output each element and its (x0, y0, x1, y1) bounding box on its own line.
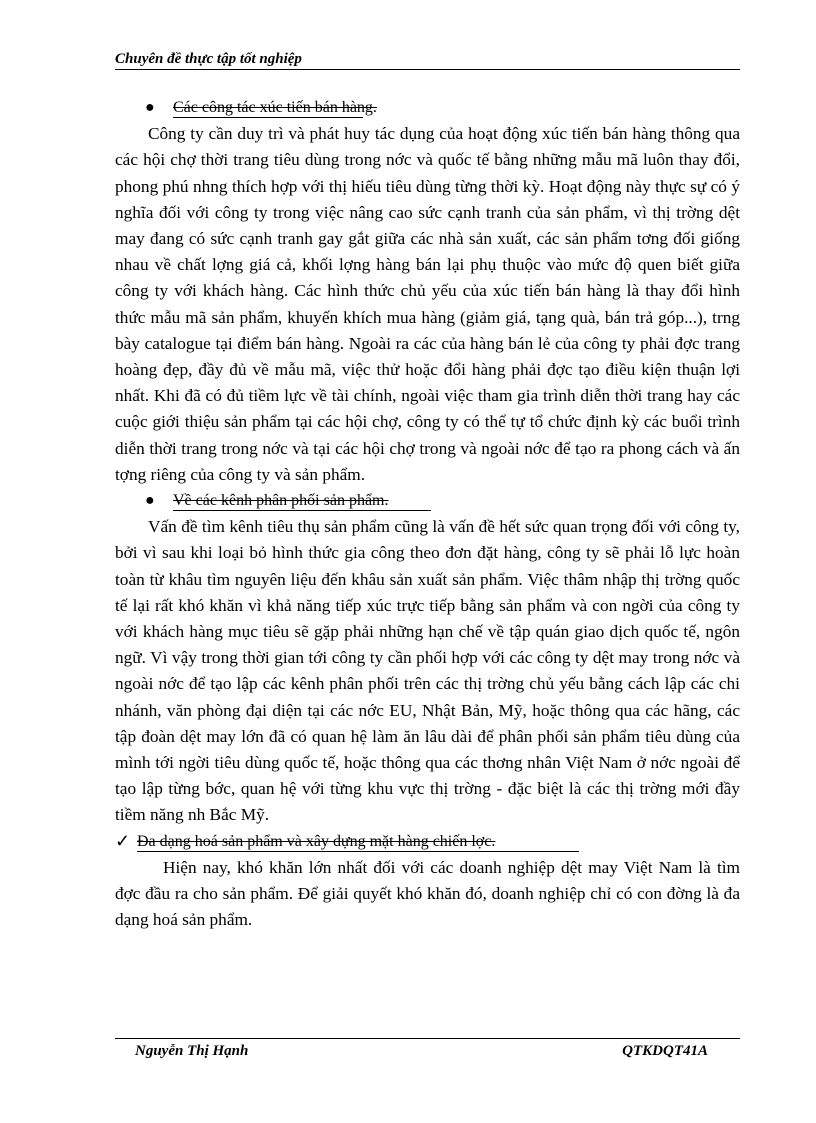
section-heading-diversification (115, 829, 740, 855)
bullet-icon: ● (145, 99, 155, 116)
paragraph: Hiện nay, khó khăn lớn nhất đối với các doanh nghiệp dệt may Việt Nam là tìm đợc đầu ra cho sản phẩm. Để giải quyết khó khăn đó, doanh nghiệp chỉ có con đờng là đa dạng hoá sản phẩm. (115, 857, 740, 930)
section-heading-text: Về các kênh phân phối sản phẩm. (173, 492, 389, 510)
page-content (115, 95, 740, 933)
header-title: Chuyên đề thực tập tốt nghiệp (115, 51, 302, 67)
section-heading-text: Đa dạng hoá sản phẩm và xây dựng mặt hàng chiến lợc. (137, 832, 496, 850)
section-heading-promotion (115, 95, 740, 121)
footer-class-code: QTKDQT41A (622, 1043, 708, 1059)
paragraph: Vấn đề tìm kênh tiêu thụ sản phẩm cũng là vấn đề hết sức quan trọng đối với công ty, bởi vì sau khi loại bỏ hình thức gia công theo đơn đặt hàng, công ty sẽ phải lỗ lực hoàn toàn từ khâu tìm nguyên liệu đến khâu sản xuất sản phẩm. Việc thâm nhập thị trờng quốc tế lại rất khó khăn vì khả năng tiếp xúc trực tiếp bằng sản phẩm và con ngời của công ty với khách hàng mục tiêu sẽ gặp phải những hạn chế về tập quán giao dịch quốc tế, ngôn ngữ. Vì vậy trong thời gian tới công ty cần phối hợp với các công ty dệt may trong nớc và ngoài nớc để tạo lập các kênh phân phối trên các thị trờng chủ yếu bằng cách lập các chi nhánh, văn phòng đại diện tại các nớc EU, Nhật Bản, Mỹ, hoặc thông qua các hãng, các tập đoàn dệt may lớn đã có quan hệ làm ăn lâu dài để phân phối sản phẩm tiêu dùng của mình tới ngời tiêu dùng quốc tế, hoặc thông qua các thơng nhân Việt Nam ở nớc ngoài để tạo lập từng bớc, quan hệ với từng khu vực thị trờng - đặc biệt là các thị trờng mới đầy tiềm năng nh Bắc Mỹ. (115, 517, 740, 825)
heading-rule (173, 117, 363, 118)
section-heading-distribution (115, 488, 740, 514)
footer-author: Nguyễn Thị Hạnh (135, 1043, 249, 1059)
heading-rule (173, 510, 431, 511)
section-heading-text: Các công tác xúc tiến bán hàng. (173, 99, 377, 116)
page-header (115, 49, 740, 70)
page-footer (115, 1038, 740, 1064)
bullet-icon: ● (145, 492, 155, 510)
checkmark-icon: ✓ (115, 830, 131, 851)
paragraph: Công ty cần duy trì và phát huy tác dụng của hoạt động xúc tiến bán hàng thông qua các hội chợ thời trang tiêu dùng trong nớc và quốc tế bằng những mẫu mã luôn thay đổi, phong phú nhng thích hợp với thị hiếu tiêu dùng từng thời kỳ. Hoạt động này thực sự có ý nghĩa đối với công ty trong việc nâng cao sức cạnh tranh của sản phẩm, vì thị trờng dệt may đang có sức cạnh tranh gay gắt giữa các nhà sản xuất, các sản phẩm tơng đối giống nhau về chất lợng giá cả, khối lợng hàng bán lại phụ thuộc vào mức độ quen biết giữa công ty với khách hàng. Các hình thức chủ yếu của xúc tiến bán hàng là thay đổi hình thức mẫu mã sản phẩm, khuyến khích mua hàng (giảm giá, tạng quà, bán trả góp...), trng bày catalogue tại điểm bán hàng. Ngoài ra các của hàng bán lẻ của công ty phải đợc trang hoàng đẹp, đầy đủ về mẫu mã, việc thử hoặc đổi hàng phải đợc tạo điều kiện thuận lợi nhất. Khi đã có đủ tiềm lực về tài chính, ngoài việc tham gia trình diễn thời trang hay các cuộc giới thiệu sản phẩm tại các hội chợ, công ty có thể tự tổ chức định kỳ các buổi trình diễn thời trang trong nớc và tại các hội chợ trong và ngoài nớc để tạo ra phong cách và ấn tợng riêng của công ty và sản phẩm. (115, 124, 740, 484)
heading-rule (137, 851, 579, 852)
